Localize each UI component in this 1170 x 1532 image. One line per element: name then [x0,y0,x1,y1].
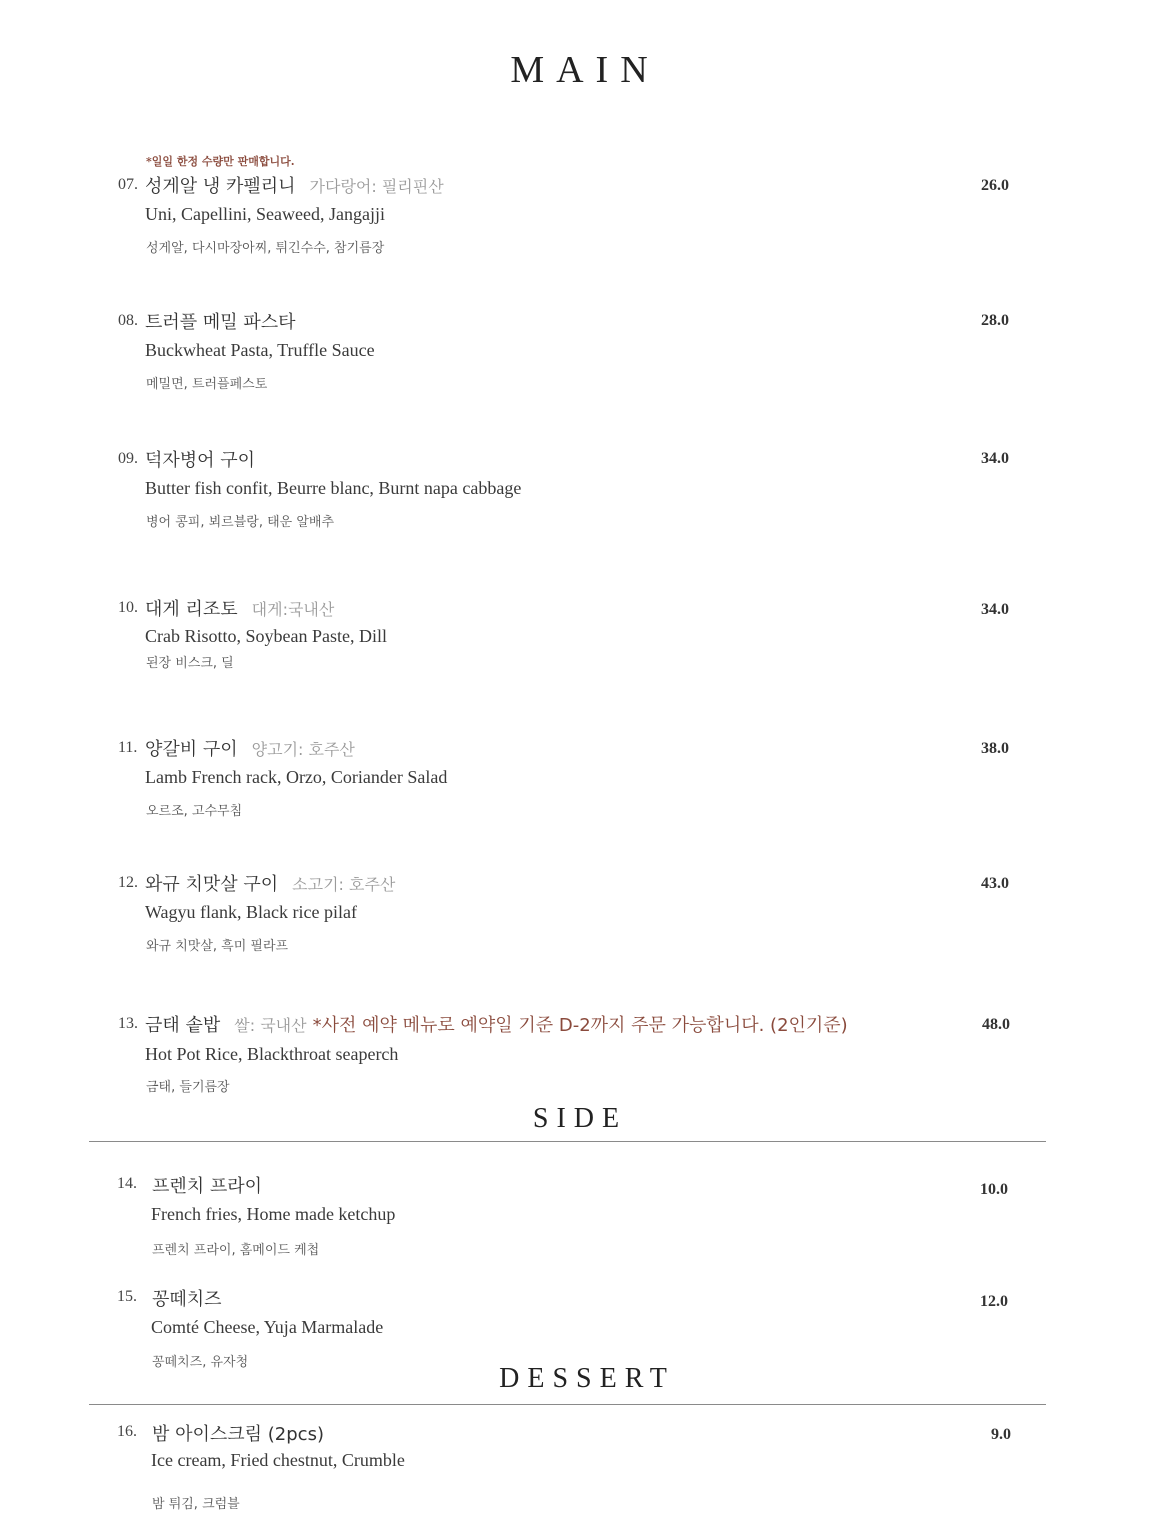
item-origin: 양고기: 호주산 [251,740,355,759]
item-desc-kr: 프렌치 프라이, 홈메이드 케첩 [152,1243,320,1258]
item-number: 09. [118,450,138,467]
reservation-note: *사전 예약 메뉴로 예약일 기준 D-2까지 주문 가능합니다. (2인기준) [312,1015,848,1036]
item-price: 48.0 [982,1016,1010,1033]
side-divider [89,1141,1046,1142]
item-price: 26.0 [981,177,1009,194]
item-origin: 대게:국내산 [251,600,335,619]
item-name-en: Uni, Capellini, Seaweed, Jangajji [145,204,385,224]
item-name-en: Crab Risotto, Soybean Paste, Dill [145,626,387,646]
item-number: 08. [118,312,138,329]
item-name-kr: 프렌치 프라이 [152,1176,263,1197]
menu-item-07 [0,172,1170,272]
item-name-en: Butter fish confit, Beurre blanc, Burnt napa cabbage [145,478,522,498]
item-name-en: Hot Pot Rice, Blackthroat seaperch [145,1044,399,1064]
item-name-en: Lamb French rack, Orzo, Coriander Salad [145,767,448,787]
menu-item-08 [0,308,1170,408]
item-price: 10.0 [980,1181,1008,1198]
side-section-title: SIDE [532,1103,628,1134]
item-price: 28.0 [981,312,1009,329]
item-desc-kr: 성게알, 다시마장아찌, 튀긴수수, 참기름장 [146,241,385,256]
menu-item-14 [0,1172,1170,1272]
item-desc-kr: 밤 튀김, 크럼블 [152,1497,240,1512]
menu-item-09 [0,446,1170,546]
menu-item-13 [0,1011,1170,1111]
item-name-en: French fries, Home made ketchup [151,1204,396,1224]
item-name-kr: 대게 리조토 대게:국내산 [145,599,335,620]
item-name-en: Buckwheat Pasta, Truffle Sauce [145,340,375,360]
item-number: 15. [117,1288,137,1305]
menu-item-10 [0,595,1170,695]
menu-item-11 [0,735,1170,835]
item-name-kr: 밤 아이스크림 (2pcs) [152,1424,324,1445]
item-price: 34.0 [981,450,1009,467]
item-origin: 쌀: 국내산 [234,1016,307,1035]
item-number: 11. [118,739,138,756]
item-name-kr: 트러플 메밀 파스타 [145,312,296,333]
item-origin: 소고기: 호주산 [292,875,396,894]
item-desc-kr: 오르조, 고수무침 [146,804,243,819]
item-name-kr: 덕자병어 구이 [145,450,256,471]
item-price: 12.0 [980,1293,1008,1310]
item-price: 9.0 [991,1426,1011,1443]
dessert-section-title: DESSERT [499,1363,675,1394]
item-name-kr: 꽁떼치즈 [152,1289,222,1310]
item-name-kr: 와규 치맛살 구이 소고기: 호주산 [145,874,396,895]
limited-quantity-note: *일일 한정 수량만 판매합니다. [146,155,295,168]
item-number: 12. [118,874,138,891]
menu-item-16 [0,1420,1170,1520]
item-name-kr: 금태 솥밥 쌀: 국내산 *사전 예약 메뉴로 예약일 기준 D-2까지 주문 가능합니다. (2인기준) [145,1015,848,1036]
item-price: 43.0 [981,875,1009,892]
item-desc-kr: 된장 비스크, 딜 [146,656,234,671]
dessert-divider [89,1404,1046,1405]
item-desc-kr: 금태, 들기름장 [146,1080,230,1095]
item-number: 14. [117,1175,137,1192]
item-number: 16. [117,1423,137,1440]
item-desc-kr: 꽁떼치즈, 유자청 [152,1355,249,1370]
main-section-title: MAIN [510,49,660,91]
item-name-en: Wagyu flank, Black rice pilaf [145,902,357,922]
item-name-en: Ice cream, Fried chestnut, Crumble [151,1450,405,1470]
item-number: 10. [118,599,138,616]
item-number: 07. [118,176,138,193]
item-desc-kr: 와규 치맛살, 흑미 필라프 [146,939,289,954]
item-origin: 가다랑어: 필리핀산 [309,177,444,196]
item-number: 13. [118,1015,138,1032]
item-price: 34.0 [981,601,1009,618]
item-desc-kr: 병어 콩피, 뵈르블랑, 태운 알배추 [146,515,335,530]
menu-item-12 [0,870,1170,970]
item-name-en: Comté Cheese, Yuja Marmalade [151,1317,384,1337]
item-price: 38.0 [981,740,1009,757]
item-name-kr: 양갈비 구이 양고기: 호주산 [145,739,355,760]
item-name-kr: 성게알 냉 카펠리니 가다랑어: 필리핀산 [145,176,444,197]
item-desc-kr: 메밀면, 트러플페스토 [146,377,268,392]
